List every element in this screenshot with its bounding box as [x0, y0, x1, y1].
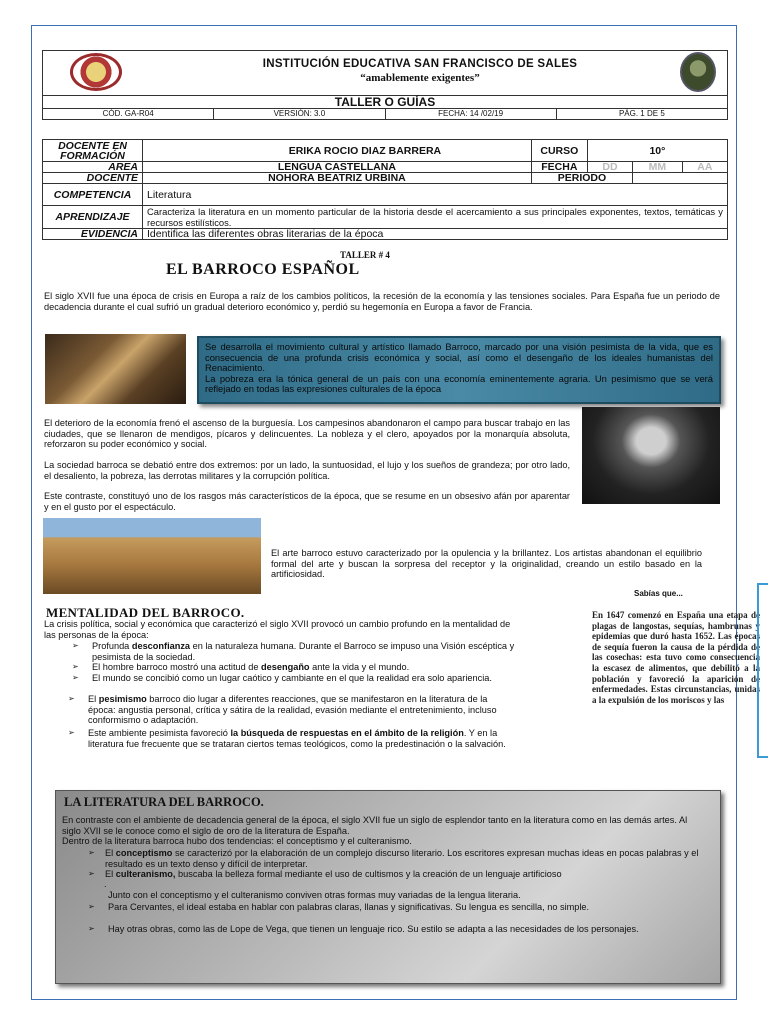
bullet-arrow-icon: ➢: [88, 848, 95, 857]
school-crest-icon: [70, 53, 122, 91]
highlight-p1: Se desarrolla el movimiento cultural y artístico llamado Barroco, marcado por una visión pesimista de la vida, que es consecuencia de una profunda crisis económica y social, así como el desengaño de los ideales humanistas del Renacimiento.: [205, 341, 713, 374]
body-p2: La sociedad barroca se debatió entre dos extremos: por un lado, la suntuosidad, el lujo y los sueños de grandeza; por otro lado, el desaliento, la pobreza, las derrotas militares y la corrupción política.: [44, 460, 570, 481]
mentalidad-title: MENTALIDAD DEL BARROCO.: [46, 605, 245, 620]
mentalidad-b1: Profunda desconfianza en la naturaleza humana. Durante el Barroco se impuso una Visión escéptica y pesimista de la sociedad.: [92, 641, 515, 662]
mentalidad-intro: La crisis política, social y económica que caracterizó el siglo XVII provocó un cambio profundo en la mentalidad de las personas de la época:: [44, 619, 511, 640]
literatura-dot: .: [104, 879, 107, 889]
evidencia-label: EVIDENCIA: [43, 229, 143, 240]
body-p4: El arte barroco estuvo caracterizado por la opulencia y la brillantez. Los artistas abandonan el equilibrio formal del arte y buscan la sorpresa del receptor y la originalidad, creando un estilo basado en la artificiosidad.: [271, 548, 702, 580]
sabias-label: Sabías que...: [634, 589, 683, 598]
institution-name: INSTITUCIÓN EDUCATIVA SAN FRANCISCO DE SALES: [262, 58, 578, 70]
fecha-aa[interactable]: AA: [682, 162, 727, 173]
document-code-row: [42, 109, 728, 120]
cathedral-photo-image: [43, 518, 261, 594]
bullet-arrow-icon: ➢: [88, 902, 95, 911]
saint-painting-image: [582, 407, 720, 504]
mentalidad-b2: El hombre barroco mostró una actitud de desengaño ante la vida y el mundo.: [92, 662, 410, 672]
aprendizaje-value: Caracteriza la literatura en un momento particular de la historia desde el acercamiento a sus principales exponentes, textos, temáticas y recursos estilísticos.: [143, 206, 728, 229]
area-value: LENGUA CASTELLANA: [143, 162, 532, 173]
literatura-p2: Dentro de la literatura barroca hubo dos tendencias: el conceptismo y el culteranismo.: [62, 836, 412, 846]
area-label: AREA: [43, 162, 143, 173]
aprendizaje-label: APRENDIZAJE: [43, 206, 143, 229]
doc-code: CÓD. GA-R04: [43, 109, 214, 119]
taller-number: TALLER # 4: [340, 250, 390, 260]
literatura-b4: Hay otras obras, como las de Lope de Vega, que tienen un lenguaje rico. Su estilo se adapta a las necesidades de los personajes.: [108, 924, 639, 934]
mentalidad-b5: Este ambiente pesimista favoreció la búsqueda de respuestas en el ámbito de la religión. Y en la literatura fue frecuente que se trataran ciertos temas teológicos, como la predestinación o la salvación.: [88, 728, 506, 749]
doc-version: VERSIÓN: 3.0: [214, 109, 385, 119]
curso-value: 10°: [587, 140, 727, 162]
docente-formacion-value: ERIKA ROCIO DIAZ BARRERA: [143, 140, 532, 162]
literatura-p3: Junto con el conceptismo y el culteranismo conviven otras formas muy variadas de la lengua literaria.: [108, 890, 521, 900]
docente-value: NOHORA BEATRIZ URBINA: [143, 173, 532, 184]
fecha-mm[interactable]: MM: [633, 162, 683, 173]
institution-motto: “amablemente exigentes”: [360, 72, 480, 84]
document-title: TALLER O GUÍAS: [42, 96, 728, 109]
sabias-text: En 1647 comenzó en España una etapa de plagas de langostas, sequías, hambrunas y epidemias que duró hasta 1652. Las épocas de sequía fueron la causa de la pérdida de las cosechas: esta tuvo como consecuencia la escasez de alimentos, que debilitó a la población y favoreció la aparición de enfermedades. Estas circunstancias, unidas a la expulsión de los moriscos y las: [592, 610, 760, 705]
competencia-value: Literatura: [143, 184, 728, 206]
doc-date: FECHA: 14 /02/19: [386, 109, 557, 119]
literatura-b2: El culteranismo, buscaba la belleza formal mediante el uso de cultismos y la creación de un lenguaje artificioso: [105, 869, 562, 879]
literatura-b1: El conceptismo se caracterizó por la elaboración de un complejo discurso literario. Los escritores expresan muchas ideas en pocas palabras y el resultado es un texto denso y difícil de interpretar.: [105, 848, 699, 869]
doc-page: PÁG. 1 DE 5: [618, 109, 665, 118]
literatura-b3: Para Cervantes, el ideal estaba en hablar con palabras claras, llanas y significativas. Su lengua es sencilla, no simple.: [108, 902, 590, 912]
bullet-arrow-icon: ➢: [88, 869, 95, 878]
saint-portrait-icon: [680, 52, 716, 92]
competencia-label: COMPETENCIA: [43, 184, 143, 206]
bullet-arrow-icon: ➢: [68, 694, 75, 703]
course-info-table: [42, 139, 728, 240]
bullet-arrow-icon: ➢: [72, 673, 79, 682]
body-p3: Este contraste, constituyó uno de los rasgos más característicos de la época, que se resume en un obsesivo afán por aparentar y en el gusto por el espectáculo.: [44, 491, 570, 512]
periodo-value[interactable]: [633, 173, 728, 184]
baroque-painting-image: [45, 334, 186, 404]
docente-label: DOCENTE: [43, 173, 143, 184]
main-title: EL BARROCO ESPAÑOL: [166, 261, 360, 278]
highlight-box: [197, 336, 721, 404]
mentalidad-b3: El mundo se concibió como un lugar caótico y cambiante en el que la realidad era solo apariencia.: [92, 673, 492, 683]
periodo-label: PERIODO: [531, 173, 632, 184]
fecha-label: FECHA: [531, 162, 587, 173]
literatura-p1: En contraste con el ambiente de decadencia general de la época, el siglo XVII fue un siglo de esplendor tanto en la literatura como en las demás artes. Al siglo XVII se le conoce como el siglo de oro de la literatura de España.: [62, 815, 688, 836]
bullet-arrow-icon: ➢: [88, 924, 95, 933]
side-panel-edge: [757, 583, 768, 758]
bullet-arrow-icon: ➢: [72, 662, 79, 671]
evidencia-value: Identifica las diferentes obras literarias de la época: [143, 229, 728, 240]
body-p1: El deterioro de la economía frenó el ascenso de la burguesía. Los campesinos abandonaron el campo para buscar trabajo en las ciudades, que se llenaron de mendigos, pícaros y delincuentes. La nobleza y el clero, apoyados por la monarquía absoluta, reforzaron su poder económico y social.: [44, 418, 570, 450]
mentalidad-b4: El pesimismo barroco dio lugar a diferentes reacciones, que se manifestaron en la literatura de la época: angustia personal, crítica y sátira de la realidad, evasión mediante el entretenimiento, incluso conformismo o adaptación.: [88, 694, 497, 726]
curso-label: CURSO: [531, 140, 587, 162]
literatura-title: LA LITERATURA DEL BARROCO.: [64, 795, 264, 809]
bullet-arrow-icon: ➢: [72, 641, 79, 650]
bullet-arrow-icon: ➢: [68, 728, 75, 737]
docente-formacion-label: DOCENTE EN FORMACIÓN: [43, 140, 143, 162]
intro-paragraph: El siglo XVII fue una época de crisis en Europa a raíz de los cambios políticos, la recesión de la economía y las tensiones sociales. Para España fue un periodo de decadencia durante el cual sufrió un gradual deterioro económico y, perdió su hegemonía en Europa a favor de Francia.: [44, 291, 720, 312]
fecha-dd[interactable]: DD: [587, 162, 632, 173]
highlight-p2: La pobreza era la tónica general de un país con una economía eminentemente agraria. Un pesimismo que se verá reflejado en todas las expresiones culturales de la época: [205, 372, 713, 395]
